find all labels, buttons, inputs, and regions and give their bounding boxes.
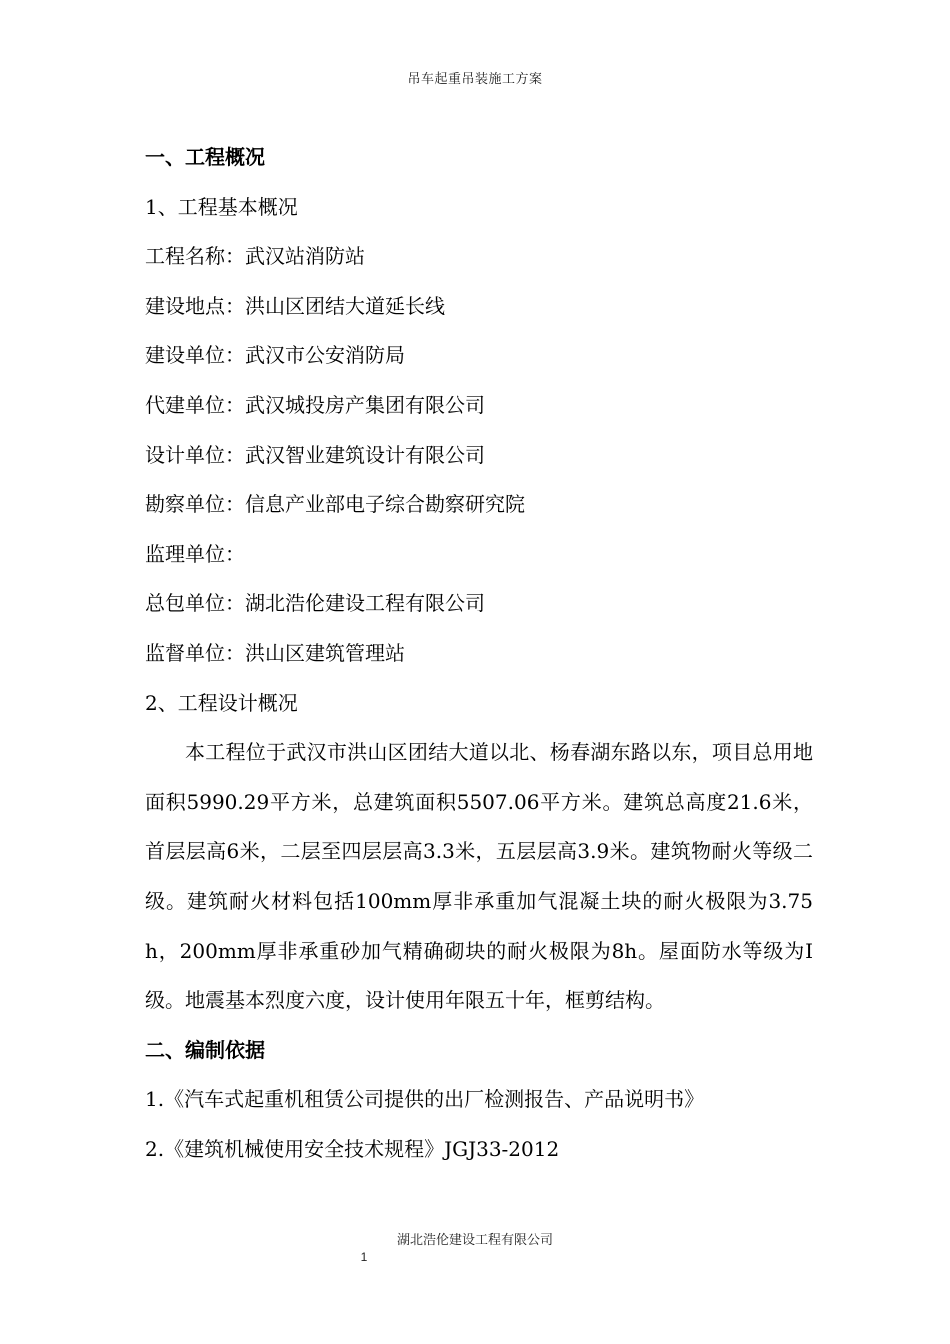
construction-site-line: 建设地点：洪山区团结大道延长线 (145, 293, 445, 318)
project-name-line: 工程名称：武汉站消防站 (145, 244, 365, 269)
survey-unit-line: 勘察单位：信息产业部电子综合勘察研究院 (145, 492, 525, 517)
page-header: 吊车起重吊装施工方案 (407, 72, 543, 87)
owner-unit-line: 建设单位：武汉市公安消防局 (145, 343, 405, 368)
basis-item: 2.《建筑机械使用安全技术规程》JGJ33-2012 (145, 1136, 560, 1161)
design-unit-line: 设计单位：武汉智业建筑设计有限公司 (145, 442, 485, 467)
section-heading-basis: 二、编制依据 (145, 1037, 265, 1062)
section-heading-overview: 一、工程概况 (145, 145, 265, 169)
subsection-design-overview: 2、工程设计概况 (145, 690, 298, 715)
design-overview-paragraph: 本工程位于武汉市洪山区团结大道以北、杨春湖东路以东，项目总用地面积5990.29平方米，总建筑面积5507.06平方米。建筑总高度21.6米，首层层高6米，二层至四层层高3.3米，五层层高3.9米。建筑物耐火等级二级。建筑耐火材料包括100mm厚非承重加气混凝土块的耐火极限为3.75h，200mm厚非承重砂加气精确砌块的耐火极限为8h。屋面防水等级为Ⅰ级。地震基本烈度六度，设计使用年限五十年，框剪结构。 (145, 740, 813, 1013)
oversight-unit-line: 监督单位：洪山区建筑管理站 (145, 640, 405, 665)
agent-unit-line: 代建单位：武汉城投房产集团有限公司 (145, 392, 485, 417)
basis-item: 1.《汽车式起重机租赁公司提供的出厂检测报告、产品说明书》 (145, 1087, 705, 1112)
general-contractor-line: 总包单位：湖北浩伦建设工程有限公司 (145, 591, 485, 616)
page-number: 1 (360, 1250, 368, 1264)
document-body (145, 133, 813, 1174)
page-footer: 湖北浩伦建设工程有限公司 (396, 1233, 553, 1248)
subsection-basic-overview: 1、工程基本概况 (145, 194, 298, 219)
supervision-unit-line: 监理单位： (145, 541, 245, 566)
